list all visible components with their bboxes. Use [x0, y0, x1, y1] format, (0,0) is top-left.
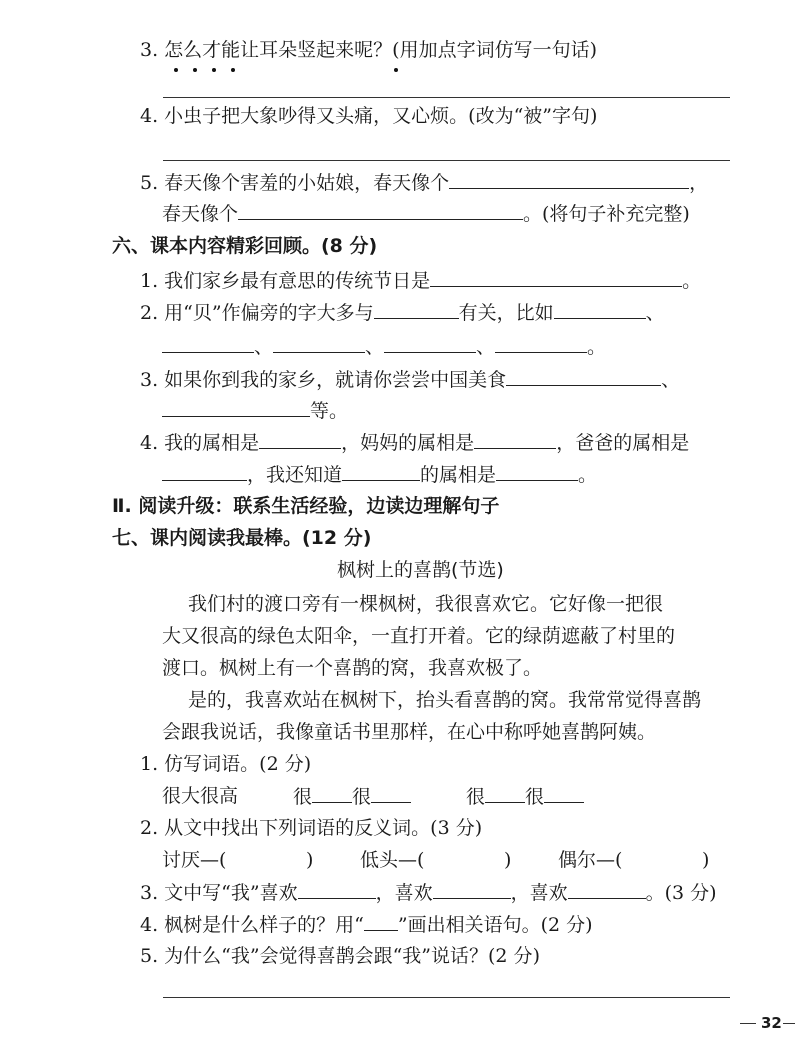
section-six-title: 六、课本内容精彩回顾。(8 分): [112, 235, 378, 257]
question-6-3-line1: 3. 如果你到我的家乡，就请你尝尝中国美食 、: [140, 369, 681, 391]
emphasis-dot: [212, 68, 216, 72]
question-6-4-line1: 4. 我的属相是 ，妈妈的属相是 ，爸爸的属相是: [140, 432, 690, 454]
question-5-5-line1: 5. 春天像个害羞的小姑娘，春天像个 ，: [140, 172, 709, 194]
passage-line: 大又很高的绿色太阳伞，一直打开着。它的绿荫遮蔽了村里的: [162, 625, 676, 647]
passage-title: 枫树上的喜鹊(节选): [337, 559, 504, 581]
question-5-3: 3. 怎么才能让耳朵竖起来呢？(用加点字词仿写一句话): [140, 39, 597, 61]
emphasis-dot: [174, 68, 178, 72]
emphasis-dot: [394, 68, 398, 72]
question-6-1: 1. 我们家乡最有意思的传统节日是 。: [140, 270, 702, 292]
answer-blank[interactable]: [259, 430, 341, 449]
question-6-3-line2: 等。: [162, 398, 348, 423]
answer-blank[interactable]: [298, 880, 376, 899]
question-7-1: 1. 仿写词语。(2 分): [140, 753, 312, 775]
answer-blank[interactable]: [506, 367, 661, 386]
page-number: 32: [761, 1014, 782, 1032]
answer-blank[interactable]: [162, 334, 254, 353]
answer-blank[interactable]: [238, 201, 523, 220]
antonym-close: ): [306, 849, 314, 871]
antonym-item: 偶尔—(: [558, 849, 623, 871]
answer-blank[interactable]: [273, 334, 365, 353]
answer-blank[interactable]: [554, 300, 646, 319]
emphasis-dot: [231, 68, 235, 72]
answer-blank[interactable]: [449, 170, 689, 189]
question-5-4: 4. 小虫子把大象吵得又头痛，又心烦。(改为“被”字句): [140, 105, 598, 127]
passage-line: 渡口。枫树上有一个喜鹊的窝，我喜欢极了。: [162, 657, 543, 679]
question-6-2-line2: 、 、 、 。: [162, 334, 606, 359]
imitation-pattern-2: 很 很: [466, 784, 584, 809]
imitation-pattern-1: 很 很: [293, 784, 411, 809]
passage-line: 我们村的渡口旁有一棵枫树，我很喜欢它。它好像一把很: [188, 593, 664, 615]
answer-line[interactable]: [163, 97, 730, 98]
emphasis-dot: [193, 68, 197, 72]
answer-blank[interactable]: [568, 880, 646, 899]
question-7-2: 2. 从文中找出下列词语的反义词。(3 分): [140, 817, 483, 839]
antonym-close: ): [702, 849, 710, 871]
answer-line[interactable]: [163, 997, 730, 998]
passage-line: 是的，我喜欢站在枫树下，抬头看喜鹊的窝。我常常觉得喜鹊: [188, 689, 702, 711]
underline-sample: [364, 912, 398, 931]
answer-blank[interactable]: [496, 462, 578, 481]
answer-blank[interactable]: [162, 462, 247, 481]
answer-line[interactable]: [163, 160, 730, 161]
part-two-heading: Ⅱ. 阅读升级：联系生活经验，边读边理解句子: [112, 495, 500, 517]
passage-line: 会跟我说话，我像童话书里那样，在心中称呼她喜鹊阿姨。: [162, 721, 657, 743]
antonym-item: 低头—(: [360, 849, 425, 871]
answer-blank[interactable]: [474, 430, 556, 449]
answer-blank[interactable]: [312, 784, 352, 803]
question-6-4-line2: ，我还知道 的属相是 。: [162, 462, 597, 487]
page-number-rule-right: [783, 1023, 795, 1024]
question-5-5-line2: 春天像个 。(将句子补充完整): [162, 203, 690, 225]
page-number-rule-left: [740, 1023, 756, 1024]
antonym-close: ): [504, 849, 512, 871]
antonym-item: 讨厌—(: [162, 849, 227, 871]
answer-blank[interactable]: [544, 784, 584, 803]
answer-blank[interactable]: [430, 268, 682, 287]
answer-blank[interactable]: [371, 784, 411, 803]
section-seven-title: 七、课内阅读我最棒。(12 分): [112, 527, 372, 549]
answer-blank[interactable]: [384, 334, 476, 353]
answer-blank[interactable]: [374, 300, 459, 319]
answer-blank[interactable]: [162, 398, 310, 417]
question-7-5: 5. 为什么“我”会觉得喜鹊会跟“我”说话？(2 分): [140, 945, 540, 967]
question-7-3: 3. 文中写“我”喜欢 ，喜欢 ，喜欢 。(3 分): [140, 882, 717, 904]
question-7-1-example: 很大很高: [162, 785, 239, 807]
question-6-2-line1: 2. 用“贝”作偏旁的字大多与 有关，比如 、: [140, 302, 665, 324]
answer-blank[interactable]: [485, 784, 525, 803]
answer-blank[interactable]: [342, 462, 420, 481]
answer-blank[interactable]: [495, 334, 587, 353]
answer-blank[interactable]: [433, 880, 511, 899]
question-7-4: 4. 枫树是什么样子的？用“ ”画出相关语句。(2 分): [140, 914, 593, 936]
